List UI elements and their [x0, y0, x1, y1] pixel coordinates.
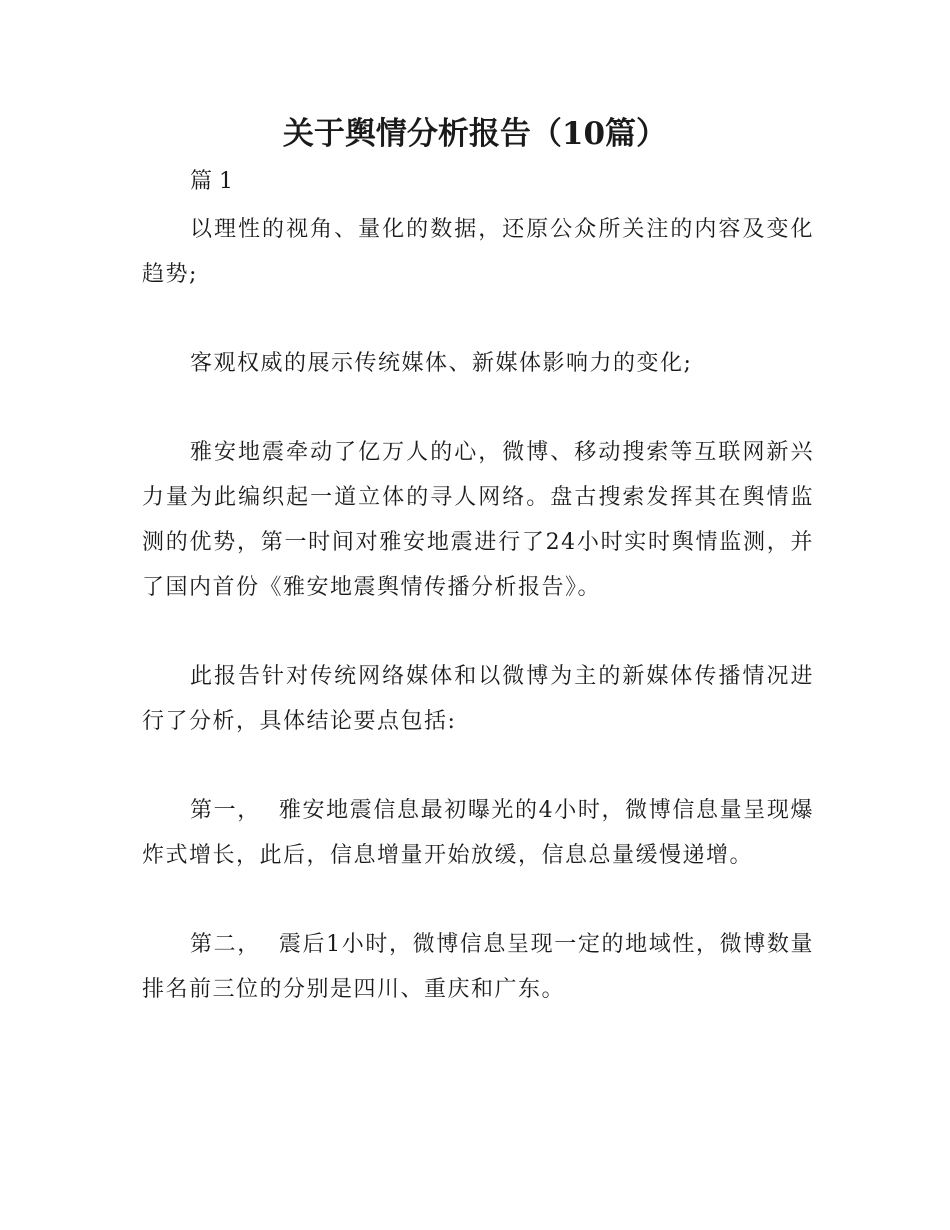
paragraph-4: 此报告针对传统网络媒体和以微博为主的新媒体传播情况进行了分析，具体结论要点包括:: [142, 664, 814, 734]
point-1: [142, 788, 814, 878]
point-2-lead: 第二，: [190, 932, 261, 957]
paragraph-1: 以理性的视角、量化的数据，还原公众所关注的内容及变化趋势;: [142, 217, 814, 287]
document-body: [142, 207, 814, 1056]
point-2-text: 震后1小时，微博信息呈现一定的地域性，微博数量排名前三位的分别是四川、重庆和广东。: [142, 932, 814, 1002]
point-1-lead: 第一，: [190, 798, 261, 823]
document-title: 关于舆情分析报告（10篇）: [282, 116, 668, 152]
section-label: 篇 1: [190, 169, 233, 194]
point-1-text: 雅安地震信息最初曝光的4小时，微博信息量呈现爆炸式增长，此后，信息增量开始放缓，信息总量缓慢递增。: [142, 798, 814, 868]
point-2: [142, 922, 814, 1012]
paragraph-2: 客观权威的展示传统媒体、新媒体影响力的变化;: [190, 351, 693, 376]
paragraph-3: 雅安地震牵动了亿万人的心，微博、移动搜索等互联网新兴力量为此编织起一道立体的寻人网络。盘古搜索发挥其在舆情监测的优势，第一时间对雅安地震进行了24小时实时舆情监测，并了国内首份《雅安地震舆情传播分析报告》。: [142, 440, 814, 600]
